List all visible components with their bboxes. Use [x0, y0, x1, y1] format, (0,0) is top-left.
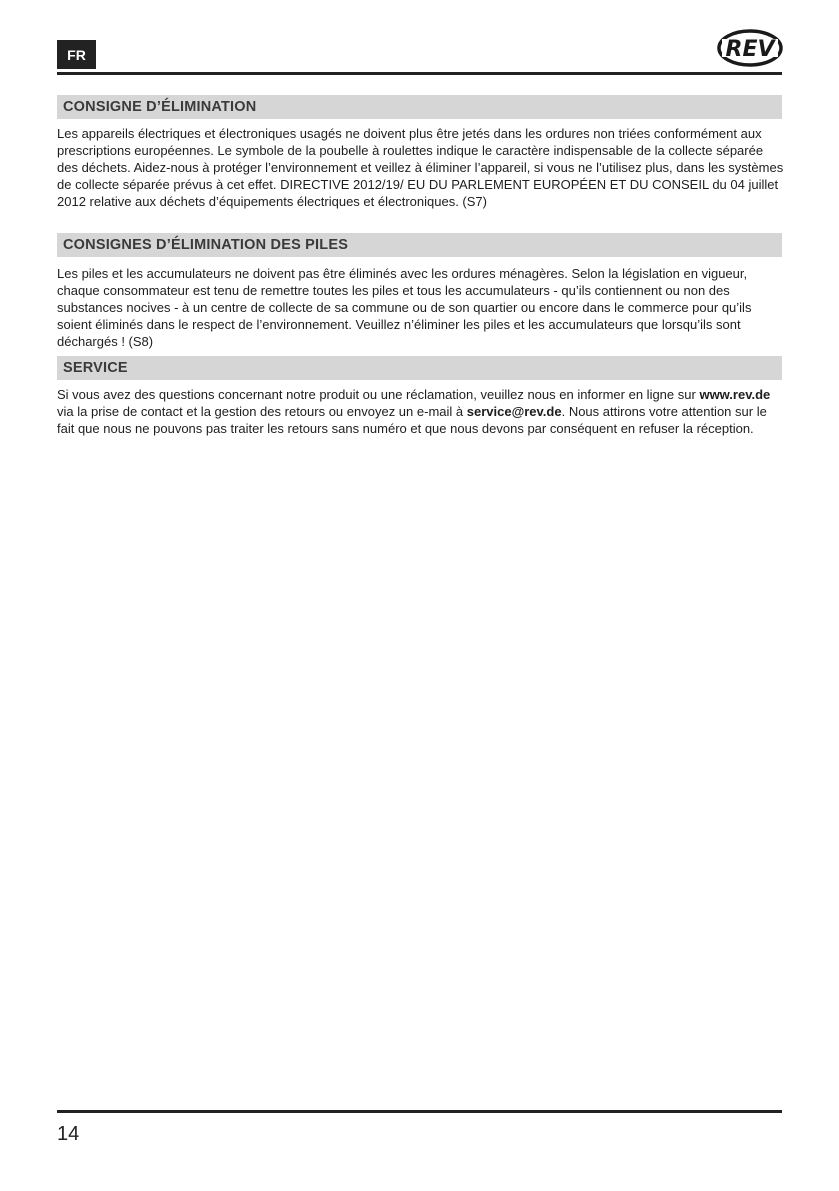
- section-body-battery-disposal: Les piles et les accumulateurs ne doivent pas être éliminés avec les ordures ménagères. Selon la législation en vigueur, chaque consommateur est tenu de remettre toutes les piles et tous les accumulateurs - qu’ils contiennent ou non des substances nocives - à un centre de collecte de sa commune ou de son quartier ou encore dans le commerce pour qu’ils soient éliminés dans le respect de l’environnement. Veuillez n’éliminer les piles et les accumulateurs que lorsqu’ils sont déchargés ! (S8): [57, 266, 752, 349]
- section-title-service: SERVICE: [57, 356, 782, 380]
- website-link[interactable]: www.rev.de: [699, 387, 771, 402]
- section-title-disposal: CONSIGNE D’ÉLIMINATION: [57, 95, 782, 119]
- service-text-2: via la prise de contact et la gestion des retours ou envoyez un e-mail à: [57, 404, 464, 419]
- section-body-disposal: Les appareils électriques et électroniques usagés ne doivent plus être jetés dans les ordures non triées conformément aux prescriptions européennes. Le symbole de la poubelle à roulettes indique le caractère indispensable de la collecte séparée des déchets. Aidez-nous à protéger l’environnement et veillez à éliminer l’appareil, si vous ne l’utilisez plus, dans les systèmes de collecte séparée prévus à cet effet. DIRECTIVE 2012/19/ EU DU PARLEMENT EUROPÉEN ET DU CONSEIL du 04 juillet 2012 relative aux déchets d’équipements électriques et électroniques. (S7): [57, 126, 784, 209]
- section-body-service: [57, 386, 784, 437]
- page-number: 14: [57, 1123, 80, 1145]
- service-text-1: Si vous avez des questions concernant notre produit ou une réclamation, veuillez nous en informer en ligne sur: [57, 387, 696, 402]
- service-text-3: . Nous attirons votre attention sur le fait que nous ne pouvons pas traiter les retours sans numéro et que nous devons par conséquent en refuser la réception.: [57, 404, 767, 436]
- language-badge: FR: [57, 40, 96, 69]
- rev-logo: [716, 27, 784, 69]
- footer-rule: [57, 1110, 782, 1113]
- header-rule: [57, 72, 782, 75]
- rev-logo-text: REV: [725, 37, 775, 62]
- email-link[interactable]: service@rev.de: [466, 404, 562, 419]
- section-title-battery-disposal: CONSIGNES D’ÉLIMINATION DES PILES: [57, 233, 782, 257]
